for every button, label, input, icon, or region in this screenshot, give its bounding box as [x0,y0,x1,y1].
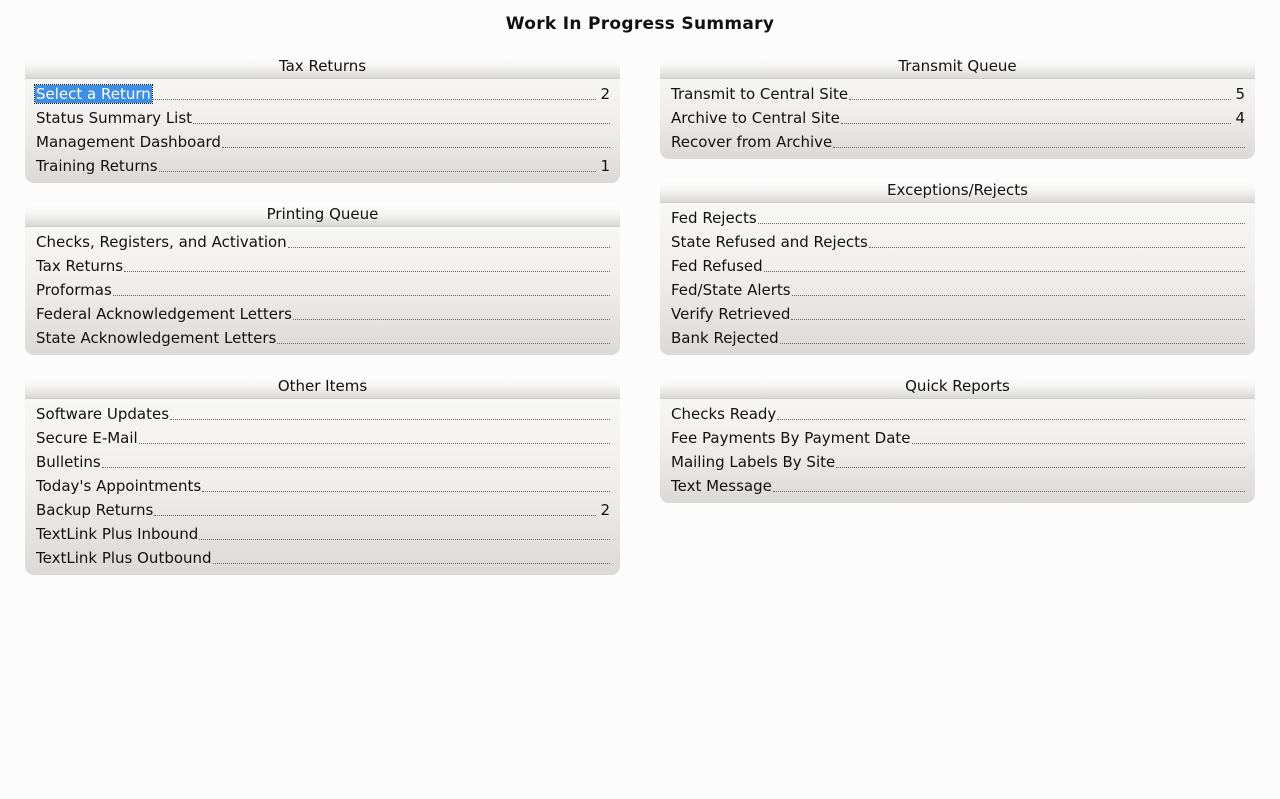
menu-item-label: Status Summary List [36,109,193,127]
menu-item-label: State Refused and Rejects [671,233,868,251]
menu-item-textlink-plus-outbound[interactable] [35,543,610,567]
dotted-leader [213,563,610,564]
menu-item-verify-retrieved[interactable] [670,299,1245,323]
panel-header: Tax Returns [25,55,620,79]
menu-item-label: State Acknowledgement Letters [36,329,277,347]
menu-item-status-summary-list[interactable] [35,103,610,127]
page-title: Work In Progress Summary [505,14,775,34]
dotted-leader [152,99,596,100]
menu-item-tax-returns[interactable] [35,251,610,275]
dotted-leader [222,147,610,148]
menu-item-label: Select a Return [36,85,151,103]
menu-item-today-s-appointments[interactable] [35,471,610,495]
menu-item-fee-payments-by-payment-date[interactable] [670,423,1245,447]
panel-tax-returns [25,55,620,183]
panel-body [25,399,620,567]
dotted-leader [159,171,596,172]
dotted-leader [199,539,610,540]
menu-item-label: Secure E-Mail [36,429,138,447]
menu-item-label: Fed Refused [671,257,763,275]
menu-item-label: Today's Appointments [36,477,202,495]
dotted-leader [777,419,1245,420]
dotted-leader [293,319,610,320]
menu-item-training-returns[interactable] [35,151,610,175]
dotted-leader [139,443,610,444]
dotted-leader [170,419,610,420]
menu-item-select-a-return[interactable] [35,79,610,103]
dotted-leader [836,467,1245,468]
dotted-leader [833,147,1245,148]
menu-item-label: Fed Rejects [671,209,757,227]
dotted-leader [780,343,1245,344]
menu-item-archive-to-central-site[interactable] [670,103,1245,127]
menu-item-management-dashboard[interactable] [35,127,610,151]
menu-item-label: Archive to Central Site [671,109,840,127]
item-count: 2 [600,85,610,103]
menu-item-proformas[interactable] [35,275,610,299]
menu-item-label: Fed/State Alerts [671,281,791,299]
panel-body [25,227,620,347]
panel-header: Quick Reports [660,375,1255,399]
menu-item-label: Transmit to Central Site [671,85,849,103]
dotted-leader [113,295,610,296]
dotted-leader [791,319,1245,320]
menu-item-federal-acknowledgement-letters[interactable] [35,299,610,323]
menu-item-mailing-labels-by-site[interactable] [670,447,1245,471]
dotted-leader [202,491,610,492]
panel-quick-reports [660,375,1255,503]
dotted-leader [912,443,1245,444]
menu-item-label: Software Updates [36,405,170,423]
panel-exceptions-rejects [660,179,1255,355]
dotted-leader [773,491,1245,492]
panel-other-items [25,375,620,575]
menu-item-label: Checks, Registers, and Activation [36,233,287,251]
item-count: 5 [1235,85,1245,103]
dotted-leader [193,123,610,124]
menu-item-label: TextLink Plus Inbound [36,525,199,543]
panel-header: Printing Queue [25,203,620,227]
menu-item-state-refused-and-rejects[interactable] [670,227,1245,251]
menu-item-text-message[interactable] [670,471,1245,495]
menu-item-recover-from-archive[interactable] [670,127,1245,151]
menu-item-label: Backup Returns [36,501,154,519]
dotted-leader [764,271,1245,272]
left-column [25,55,620,595]
menu-item-fed-refused[interactable] [670,251,1245,275]
menu-item-label: Federal Acknowledgement Letters [36,305,292,323]
menu-item-transmit-to-central-site[interactable] [670,79,1245,103]
menu-item-label: Training Returns [36,157,158,175]
menu-item-label: Fee Payments By Payment Date [671,429,911,447]
dotted-leader [849,99,1231,100]
menu-item-label: Checks Ready [671,405,777,423]
panel-header: Exceptions/Rejects [660,179,1255,203]
dotted-leader [277,343,610,344]
dotted-leader [102,467,610,468]
menu-item-bulletins[interactable] [35,447,610,471]
menu-item-textlink-plus-inbound[interactable] [35,519,610,543]
menu-item-label: Bank Rejected [671,329,779,347]
menu-item-label: Recover from Archive [671,133,833,151]
menu-item-label: Text Message [671,477,772,495]
menu-item-label: Tax Returns [36,257,124,275]
dotted-leader [841,123,1231,124]
menu-item-state-acknowledgement-letters[interactable] [35,323,610,347]
menu-item-label: Bulletins [36,453,101,471]
right-column [660,55,1255,523]
dotted-leader [758,223,1245,224]
item-count: 4 [1235,109,1245,127]
menu-item-checks-registers-and-activation[interactable] [35,227,610,251]
panel-body [660,203,1255,347]
panel-printing-queue [25,203,620,355]
menu-item-software-updates[interactable] [35,399,610,423]
menu-item-checks-ready[interactable] [670,399,1245,423]
dotted-leader [869,247,1245,248]
menu-item-label: Mailing Labels By Site [671,453,836,471]
dotted-leader [124,271,610,272]
menu-item-label: TextLink Plus Outbound [36,549,212,567]
item-count: 1 [600,157,610,175]
dotted-leader [288,247,610,248]
menu-item-fed-rejects[interactable] [670,203,1245,227]
dotted-leader [154,515,596,516]
menu-item-fed-state-alerts[interactable] [670,275,1245,299]
item-count: 2 [600,501,610,519]
panel-body [660,79,1255,151]
dotted-leader [792,295,1245,296]
panel-body [660,399,1255,495]
panel-body [25,79,620,175]
menu-item-backup-returns[interactable] [35,495,610,519]
menu-item-secure-e-mail[interactable] [35,423,610,447]
menu-item-label: Proformas [36,281,112,299]
panel-header: Other Items [25,375,620,399]
menu-item-label: Management Dashboard [36,133,221,151]
panel-header: Transmit Queue [660,55,1255,79]
menu-item-label: Verify Retrieved [671,305,791,323]
menu-item-bank-rejected[interactable] [670,323,1245,347]
panel-transmit-queue [660,55,1255,159]
